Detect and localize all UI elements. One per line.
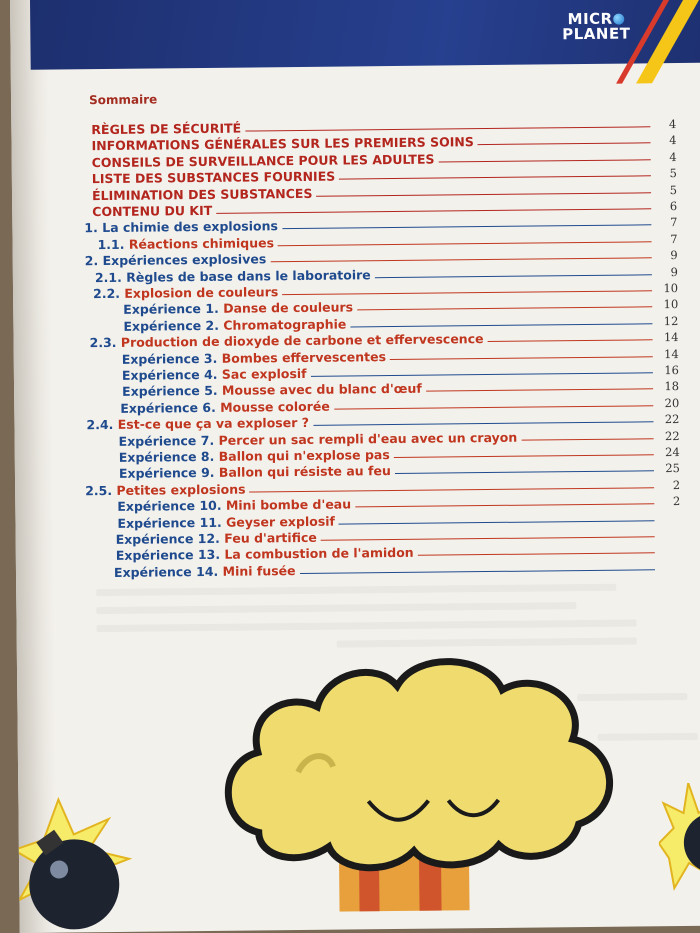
toc-entry-title: Ballon qui n'explose pas — [218, 447, 390, 464]
toc-entry-number: Expérience 13. — [115, 547, 221, 564]
toc-leader-line — [282, 290, 652, 295]
toc-leader-line — [438, 159, 650, 162]
toc-entry-number: Expérience 11. — [117, 514, 222, 531]
toc-entry-title: Mini bombe d'eau — [225, 496, 352, 513]
toc-leader-line — [426, 389, 653, 392]
toc-page-number: 2 — [672, 494, 681, 509]
toc-entry-title: Chromatographie — [223, 316, 347, 333]
toc-page-number: 6 — [669, 199, 678, 214]
toc-page-number: 22 — [664, 412, 680, 427]
toc-entry-number: 2. — [84, 253, 99, 269]
toc-leader-line — [355, 503, 654, 507]
toc-leader-line — [350, 323, 652, 327]
toc-entry-label — [116, 530, 317, 547]
sommaire-title: Sommaire — [88, 92, 158, 108]
toc-entry-title: La combustion de l'amidon — [224, 545, 414, 563]
toc-entry-number: Expérience 10. — [117, 498, 222, 515]
toc-entry-title: Expériences explosives — [102, 251, 267, 269]
toc-entry-title: Mousse colorée — [220, 398, 330, 415]
book-page — [10, 0, 700, 933]
toc-page-number: 7 — [670, 231, 678, 246]
toc-page-number: 10 — [663, 297, 679, 312]
toc-entry-number: Expérience 1. — [123, 301, 219, 318]
toc-leader-line — [478, 143, 651, 146]
toc-entry-label: CONTENU DU KIT — [92, 202, 213, 220]
toc-entry-title: Danse de couleurs — [223, 299, 354, 317]
toc-entry-number: Expérience 3. — [121, 350, 218, 367]
toc-entry-label: INFORMATIONS GÉNÉRALES SUR LES PREMIERS SOINS — [91, 134, 474, 154]
toc-page-number: 18 — [664, 379, 680, 394]
toc-leader-line — [521, 438, 653, 440]
toc-entry-number: 2.5. — [85, 482, 113, 499]
toc-entry-label: LISTE DES SUBSTANCES FOURNIES — [91, 168, 336, 187]
toc-entry-title: Est-ce que ça va exploser ? — [117, 415, 310, 433]
toc-entry-number: 2.2. — [93, 285, 121, 302]
toc-entry-number: Expérience 9. — [118, 465, 215, 482]
toc-entry-label — [85, 252, 267, 269]
toc-leader-line — [316, 192, 651, 197]
toc-entry-title: Mini fusée — [222, 562, 296, 579]
toc-leader-line — [321, 536, 655, 540]
toc-page-number: 7 — [669, 215, 678, 230]
toc-page-number: 2 — [672, 477, 681, 492]
toc-entry-number: Expérience 2. — [123, 317, 220, 334]
mushroom-cloud-icon — [217, 649, 630, 913]
toc-leader-line — [245, 126, 650, 131]
toc-entry-label — [117, 513, 335, 530]
toc-leader-line — [282, 225, 651, 230]
toc-entry-title: Explosion de couleurs — [124, 284, 279, 301]
toc-entry-number: Expérience 6. — [120, 399, 216, 416]
toc-entry-label — [122, 366, 307, 383]
toc-leader-line — [270, 257, 651, 262]
micro-planet-logo: MICR PLANET — [562, 9, 631, 44]
toc-page-number: 5 — [669, 166, 677, 181]
toc-page-number: 20 — [664, 395, 680, 410]
toc-entry-title: La chimie des explosions — [102, 218, 278, 236]
toc-entry-title: Feu d'artifice — [224, 529, 317, 546]
toc-entry-label — [84, 219, 278, 236]
toc-entry-title: Geyser explosif — [226, 513, 336, 530]
toc-entry-title: Mousse avec du blanc d'œuf — [221, 381, 422, 399]
bleed-through-line — [96, 602, 576, 614]
toc-entry-title: Ballon qui résiste au feu — [218, 463, 391, 481]
toc-leader-line — [311, 372, 653, 377]
toc-leader-line — [278, 241, 652, 246]
bomb-icon — [658, 783, 700, 894]
toc-leader-line — [339, 520, 655, 524]
toc-leader-line — [250, 487, 655, 492]
toc-entry-title: Percer un sac rempli d'eau avec un crayon — [218, 429, 518, 448]
toc-entry-label — [86, 415, 309, 432]
bleed-through-line — [337, 637, 637, 647]
toc-page-number: 14 — [664, 346, 679, 361]
toc-page-number: 9 — [670, 248, 678, 263]
toc-entry-title: Petites explosions — [116, 481, 246, 498]
toc-entry-number: Expérience 7. — [118, 432, 215, 449]
header-banner — [30, 0, 700, 70]
toc-page-number: 5 — [669, 182, 678, 197]
toc-page-number: 24 — [665, 445, 680, 460]
toc-page-number: 16 — [664, 363, 679, 378]
toc-entry-title: Réactions chimiques — [128, 235, 275, 252]
toc-leader-line — [488, 339, 653, 342]
toc-entry-label — [85, 481, 246, 498]
toc-entry-number: Expérience 8. — [118, 448, 215, 465]
toc-leader-line — [300, 569, 655, 574]
toc-page-number: 25 — [665, 461, 681, 476]
toc-page-number: 12 — [663, 313, 679, 328]
bomb-icon — [18, 788, 169, 930]
toc-leader-line — [339, 175, 651, 179]
toc-entry-title: Production de dioxyde de carbone et effervescence — [120, 331, 484, 351]
toc-entry-label: CONSEILS DE SURVEILLANCE POUR LES ADULTES — [91, 151, 435, 170]
toc-page-number: 9 — [670, 264, 678, 279]
toc-leader-line — [395, 471, 654, 475]
toc-leader-line — [357, 307, 652, 311]
toc-entry-label — [93, 284, 278, 301]
toc-entry-label — [97, 235, 274, 252]
toc-leader-line — [216, 208, 651, 214]
bleed-through-line — [97, 619, 637, 632]
bleed-through-line — [96, 584, 616, 596]
toc-page-number: 4 — [668, 117, 677, 132]
toc-entry-number: 1.1. — [97, 236, 125, 252]
toc-page-number: 14 — [663, 330, 679, 345]
toc-entry-number: Expérience 12. — [115, 530, 220, 547]
toc-leader-line — [313, 421, 653, 426]
toc-page-number: 10 — [663, 281, 679, 296]
toc-entry-label — [123, 316, 346, 333]
toc-entry-label: RÈGLES DE SÉCURITÉ — [91, 120, 242, 138]
toc-entry-number: Expérience 4. — [121, 366, 218, 383]
toc-entry-title: Sac explosif — [221, 365, 307, 382]
toc-leader-line — [394, 454, 654, 458]
toc-entry-number: 1. — [84, 220, 98, 236]
toc-entry-number: 2.4. — [86, 417, 114, 433]
toc-entry-label: ÉLIMINATION DES SUBSTANCES — [91, 185, 313, 203]
toc-page-number: 4 — [669, 149, 677, 164]
toc-entry-number: 2.3. — [89, 335, 117, 351]
toc-entry-number: Expérience 5. — [122, 383, 218, 400]
toc-leader-line — [375, 274, 652, 278]
toc-entry-title: Règles de base dans le laboratoire — [126, 266, 371, 285]
toc-page-number: 22 — [664, 428, 680, 443]
toc-entry-label — [114, 563, 296, 580]
toc-page-number: 4 — [669, 133, 677, 148]
toc-leader-line — [334, 405, 653, 409]
toc-leader-line — [390, 356, 653, 360]
globe-icon — [614, 14, 625, 25]
toc-entry-number: 2.1. — [94, 269, 122, 285]
toc-entry-label — [120, 398, 330, 415]
toc-entry-number: Expérience 14. — [113, 563, 219, 580]
toc-entry-title: Bombes effervescentes — [221, 348, 387, 366]
toc-leader-line — [418, 553, 655, 556]
